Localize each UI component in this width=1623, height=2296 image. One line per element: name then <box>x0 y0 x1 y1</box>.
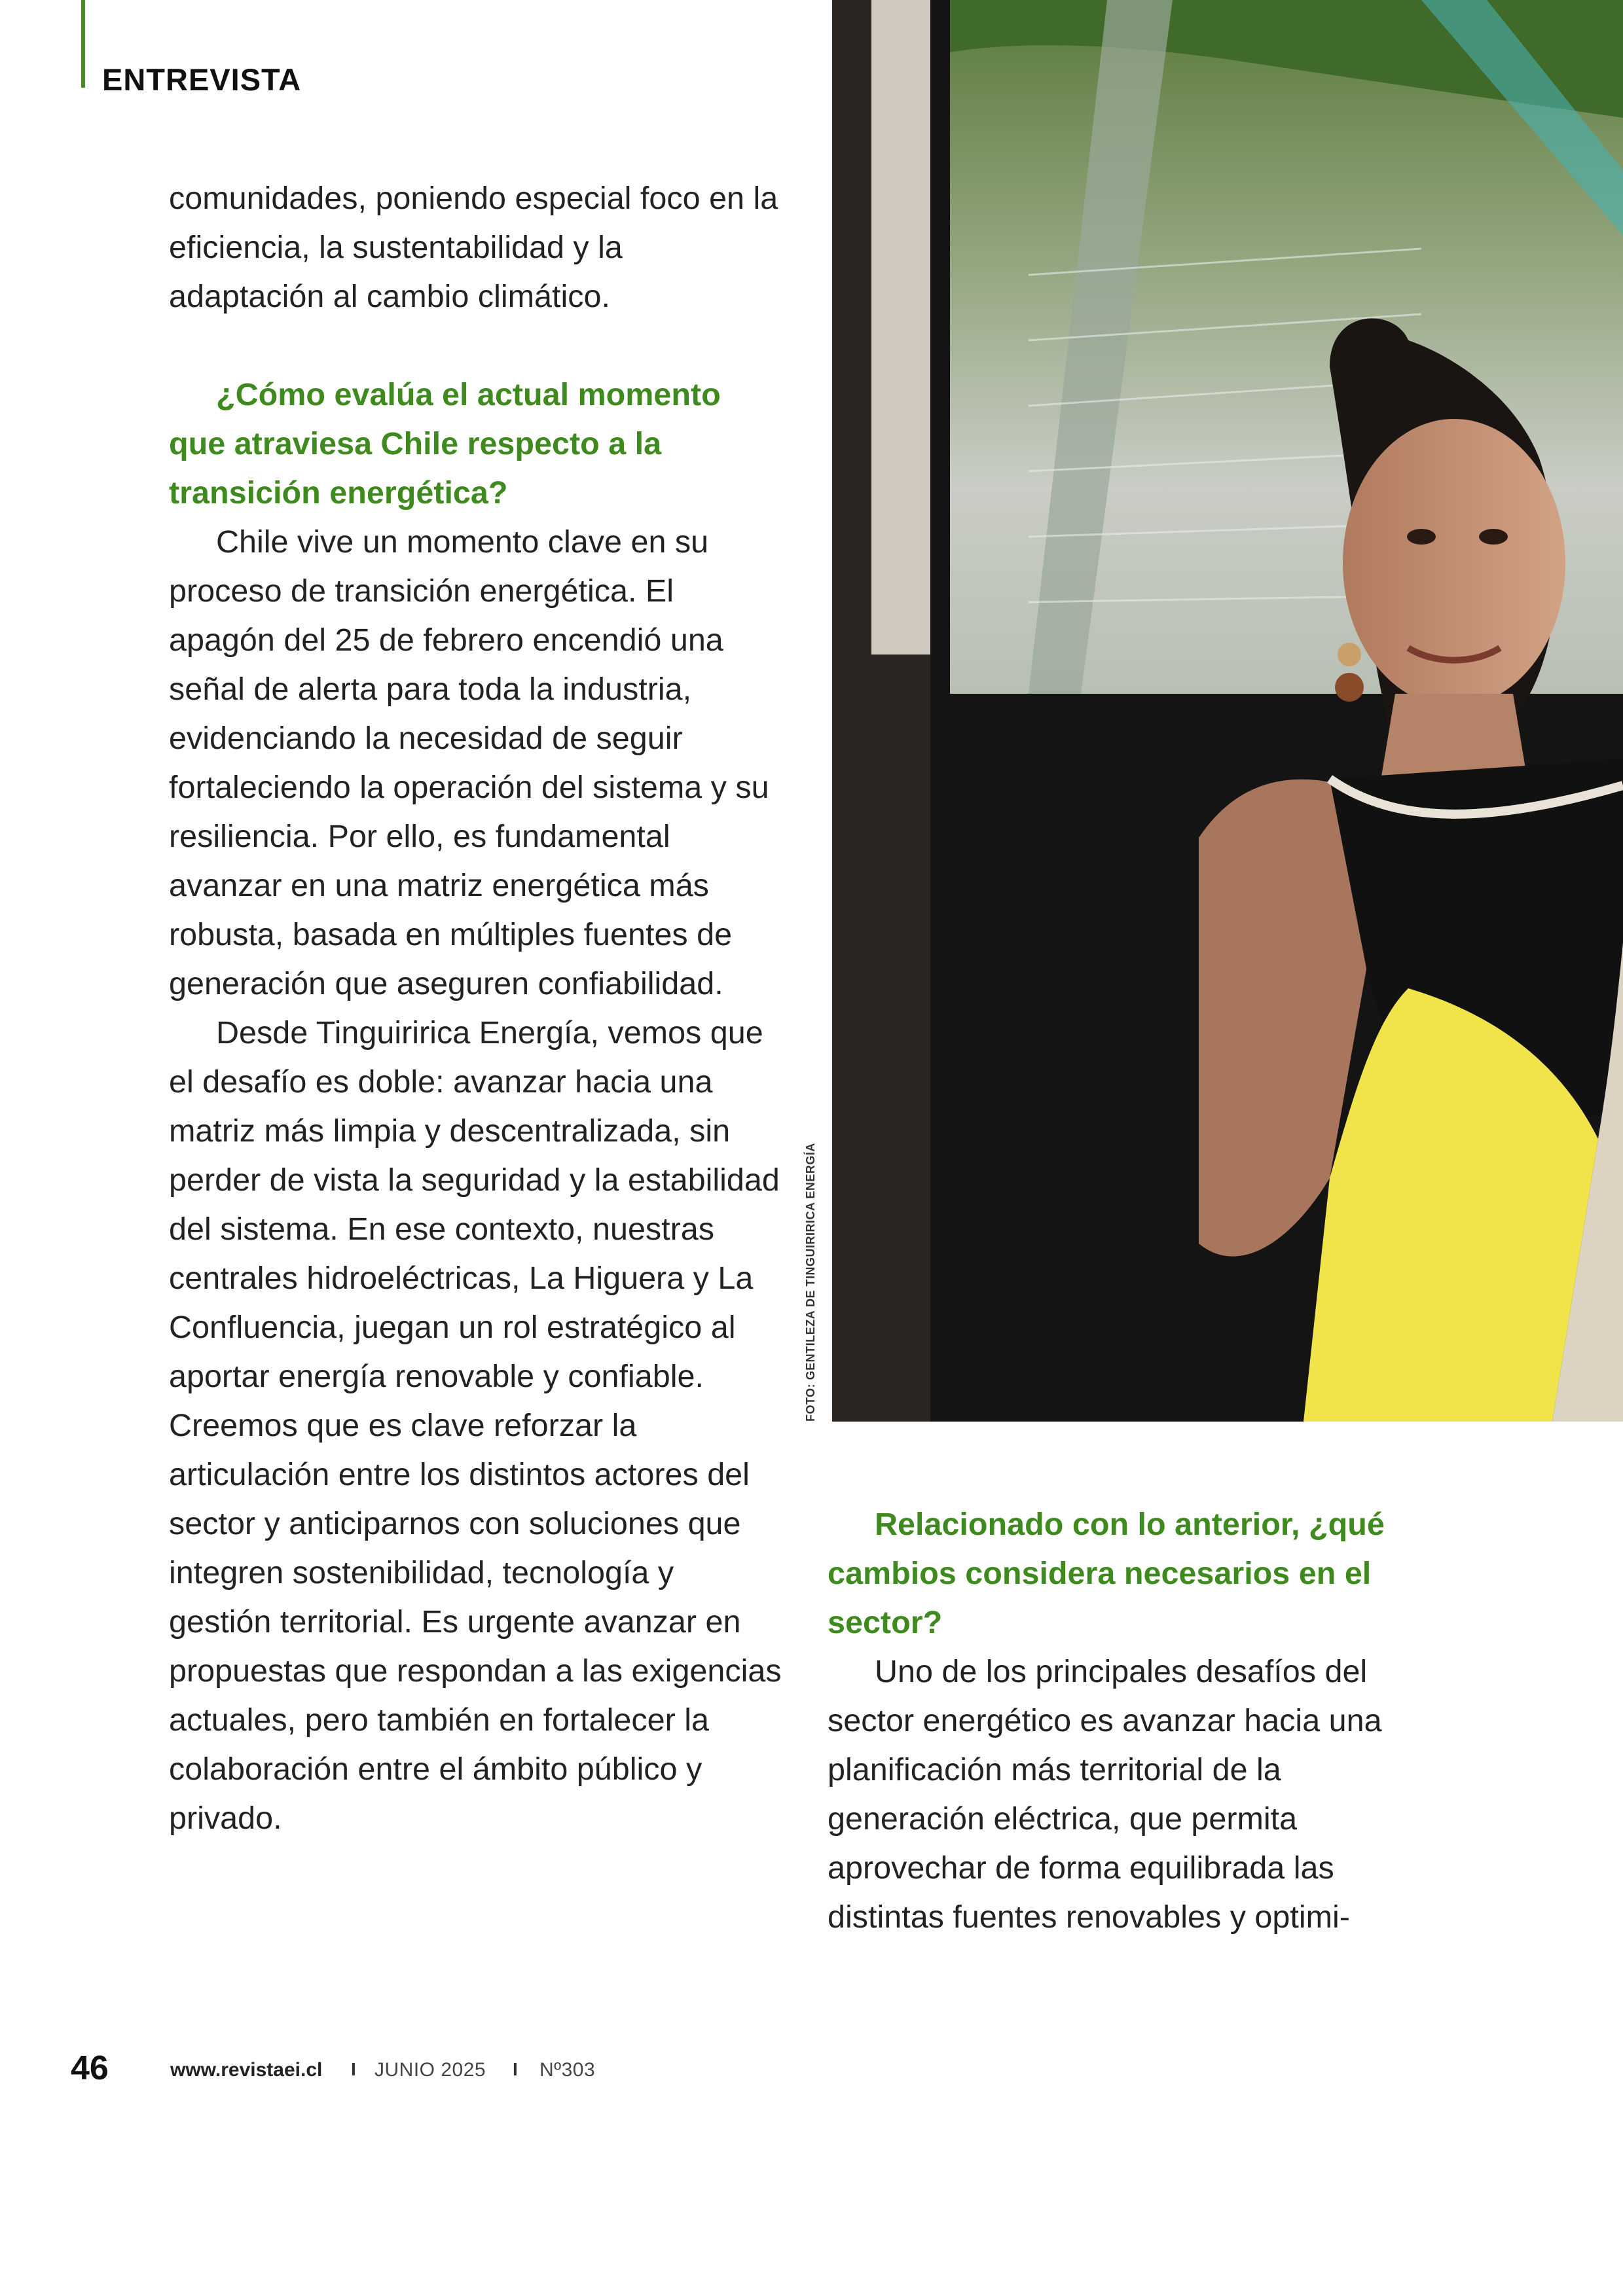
section-label: ENTREVISTA <box>102 62 302 97</box>
left-column <box>169 174 784 1843</box>
paragraph: Chile vive un momento clave en su proceso de transición energética. El apagón del 25 de febrero encendió una señal de alerta para toda la industria, evidenciando la necesidad de seguir fortaleciendo la operación del sistema y su resiliencia. Por ello, es fundamental avanzar en una matriz energética más robusta, basada en múltiples fuentes de generación que aseguren confiabilidad. <box>169 524 769 1001</box>
interviewee-photo <box>832 0 1623 1422</box>
right-column <box>828 1500 1443 1942</box>
interview-question: ¿Cómo evalúa el actual momento que atraviesa Chile respecto a la transición energética? <box>169 377 721 511</box>
paragraph-spacer <box>169 321 784 370</box>
footer-separator: I <box>513 2059 518 2079</box>
footer-website: www.revistaei.cl <box>170 2059 323 2081</box>
paragraph: comunidades, poniendo especial foco en la eficiencia, la sustentabilidad y la adaptación al cambio climático. <box>169 181 778 314</box>
footer-issue: Nº303 <box>539 2059 596 2081</box>
paragraph: Desde Tinguiririca Energía, vemos que el desafío es doble: avanzar hacia una matriz más limpia y descentralizada, sin perder de vista la seguridad y la estabilidad del sistema. En ese contexto, nuestras centrales hidroeléctricas, La Higuera y La Confluencia, juegan un rol estratégico al aportar energía renovable y confiable. Creemos que es clave reforzar la articulación entre los distintos actores del sector y anticiparnos con soluciones que integren sostenibilidad, tecnología y gestión territorial. Es urgente avanzar en propuestas que respondan a las exigencias actuales, pero también en fortalecer la colaboración entre el ámbito público y privado. <box>169 1015 782 1836</box>
footer-separator: I <box>351 2059 356 2079</box>
photo-credit: FOTO: GENTILEZA DE TINGUIRIRICA ENERGÍA <box>804 1143 817 1422</box>
footer-date: JUNIO 2025 <box>374 2059 486 2081</box>
page-number: 46 <box>71 2049 109 2087</box>
section-accent-bar <box>81 0 85 88</box>
photo-illustration <box>832 0 1623 1422</box>
paragraph: Uno de los principales desafíos del sector energético es avanzar hacia una planificación más territorial de la generación eléctrica, que permita aprovechar de forma equilibrada las distintas fuentes renovables y optimi- <box>828 1654 1382 1935</box>
interview-question: Relacionado con lo anterior, ¿qué cambios considera necesarios en el sector? <box>828 1507 1385 1640</box>
